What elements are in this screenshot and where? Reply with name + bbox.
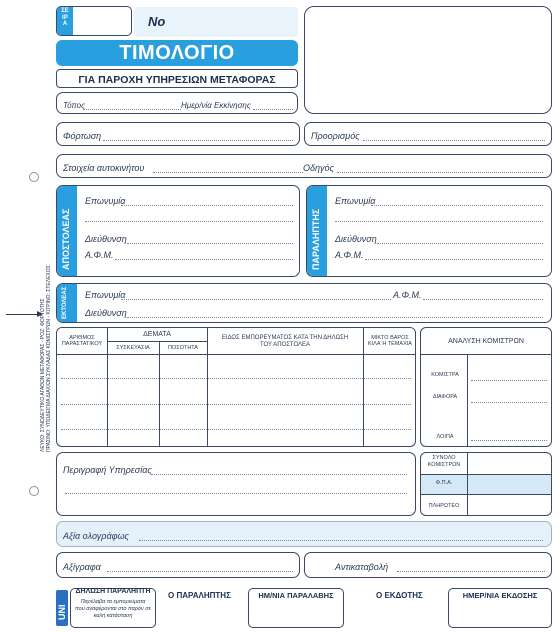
sender-name-line xyxy=(121,205,293,206)
seira-label-bar xyxy=(57,7,73,35)
sender-afm-label: Α.Φ.Μ. xyxy=(85,250,114,260)
copy-label: Αντικαταβολή xyxy=(335,562,389,572)
sender-tab-label: ΑΠΟΣΤΟΛΕΑΣ xyxy=(61,208,71,270)
service-description-line-2 xyxy=(65,493,407,494)
issuer-address-line xyxy=(127,317,543,318)
service-description-line-1 xyxy=(151,474,407,475)
sender-name-label: Επωνυμία xyxy=(85,196,126,206)
receiver-tab xyxy=(307,186,327,276)
copy-note-line2: ΠΡΑΣΙΝΟ: ΥΠΟΔΕΙΓΜΑ ΔΙΑΧ/ΩΝ ΣΥΚΛΑΔΑΣ ΚΟΜΙΣΤΡΩΝ - ΚΙΤΡΙΝΟ: ΣΤΕΛΕΧΟΣ xyxy=(46,265,52,452)
issuer-name-label: Επωνυμία xyxy=(85,290,126,300)
vehicle-line xyxy=(153,172,303,173)
invoice-number-field[interactable] xyxy=(134,7,298,37)
col-line-2 xyxy=(159,341,160,446)
col-header-syskevasia: ΣΥΣΚΕΥΑΣΙΑ xyxy=(116,345,150,351)
uni-logo xyxy=(56,590,68,626)
receiver-afm-label: Α.Φ.Μ. xyxy=(335,250,364,260)
komistra-label: ΚΟΜΙΣΤΡΑ xyxy=(431,372,459,378)
place-date-box[interactable] xyxy=(56,92,298,114)
fare-analysis-divider xyxy=(467,355,468,446)
value-in-words-line xyxy=(139,540,543,541)
receipt-date-label: ΗΜ/ΝΙΑ ΠΑΡΑΛΑΒΗΣ xyxy=(258,591,334,600)
original-field[interactable] xyxy=(56,552,300,578)
loading-line xyxy=(103,140,293,141)
col-header-baros: ΜΙΚΤΟ ΒΑΡΟΣ ΚΙΛΑ Ή ΤΕΜΑΧΙΑ xyxy=(368,335,412,348)
total-label: ΣΥΝΟΛΟ ΚΟΜΙΣΤΡΩΝ xyxy=(427,455,461,468)
stamp-area xyxy=(304,6,552,114)
sender-tab xyxy=(57,186,77,276)
pliroteo-label: ΠΛΗΡΩΤΕΟ xyxy=(428,503,460,509)
receiver-address-line xyxy=(377,243,543,244)
seira-box xyxy=(56,6,132,36)
issuer-address-label: Διεύθυνση xyxy=(85,308,127,318)
cut-marker-arrow xyxy=(6,314,40,315)
destination-field[interactable] xyxy=(304,122,552,146)
copy-field[interactable] xyxy=(304,552,552,578)
receiver-name-line xyxy=(371,205,543,206)
issuer-signature-label: Ο ΕΚΔΟΤΗΣ xyxy=(376,591,423,600)
loading-label: Φόρτωση xyxy=(63,131,102,141)
sender-afm-line xyxy=(115,259,293,260)
uni-logo-text: UNI xyxy=(57,604,67,620)
binding-hole-top xyxy=(29,172,39,182)
goods-row-line-2 xyxy=(61,404,411,405)
loading-field[interactable] xyxy=(56,122,300,146)
sender-box[interactable] xyxy=(56,185,300,277)
receiver-box[interactable] xyxy=(306,185,552,277)
issue-date-footer-label: ΗΜΕΡ/ΝΙΑ ΕΚΔΟΣΗΣ xyxy=(462,591,538,600)
issue-date-box[interactable] xyxy=(448,588,552,628)
receiver-name-label: Επωνυμία xyxy=(335,196,376,206)
col-header-arithmos: ΑΡΙΘΜΟΣ ΠΑΡΑΣΤΑΤΙΚΟΥ xyxy=(61,335,103,348)
driver-label: Οδηγός xyxy=(303,163,334,173)
vehicle-driver-field[interactable] xyxy=(56,154,552,178)
diafora-line xyxy=(471,402,547,403)
sender-name-line-2 xyxy=(85,221,293,222)
receiver-address-label: Διεύθυνση xyxy=(335,234,377,244)
seira-label: ΣΕΙΡΑ xyxy=(61,8,69,27)
original-line xyxy=(107,571,293,572)
issuer-tab-label: ΕΚΤΟΛΕΑΣ xyxy=(62,286,68,319)
copy-note-line1: ΛΕΥΚΟ: ΣΥΝΟΔΕΥΤΙΚΟ ΑΓΑΘΩΝ ΜΕΤΑΦΟΡΑΣ - ΡΟΖ: ΦΟΡΤΩΤΗΣ xyxy=(40,298,46,452)
goods-row-line-3 xyxy=(61,429,411,430)
original-label: Αξίγραφα xyxy=(63,562,101,572)
binding-hole-bottom xyxy=(29,486,39,496)
fare-analysis-box[interactable] xyxy=(420,327,552,447)
document-subtitle: ΓΙΑ ΠΑΡΟΧΗ ΥΠΗΡΕΣΙΩΝ ΜΕΤΑΦΟΡΑΣ xyxy=(78,74,276,86)
document-title-bar xyxy=(56,40,298,66)
col-header-eidos: ΕΙΔΟΣ ΕΜΠΟΡΕΥΜΑΤΟΣ ΚΑΤΑ ΤΗΝ ΔΗΛΩΣΗ ΤΟΥ ΑΠΟΣΤΟΛΕΑ xyxy=(221,335,349,348)
no-label: No xyxy=(148,14,166,29)
issuer-afm-line xyxy=(423,299,543,300)
place-label: Τόπος xyxy=(63,101,86,110)
fare-analysis-header xyxy=(421,328,551,355)
receipt-date-box[interactable] xyxy=(248,588,344,628)
declaration-text: Παρέλαβα τα εμπορεύματα που αναφέρονται στο παρόν σε καλή κατάσταση xyxy=(75,599,151,619)
goods-row-line-1 xyxy=(61,378,411,379)
sender-address-label: Διεύθυνση xyxy=(85,234,127,244)
receiver-signature-label: Ο ΠΑΡΑΛΗΠΤΗΣ xyxy=(168,591,231,600)
fare-analysis-title: ΑΝΑΛΥΣΗ ΚΟΜΙΣΤΡΩΝ xyxy=(448,338,524,345)
value-in-words-field[interactable] xyxy=(56,521,552,547)
loipa-label: ΛΟΙΠΑ xyxy=(436,434,454,440)
sender-address-line xyxy=(127,243,293,244)
receiver-name-line-2 xyxy=(335,221,543,222)
issue-date-line xyxy=(253,109,293,110)
issue-date-label: Ημερ/νία Εκκίνησης xyxy=(181,101,251,110)
declaration-title: ΔΗΛΩΣΗ ΠΑΡΑΛΗΠΤΗ xyxy=(75,588,151,595)
komistra-line xyxy=(471,380,547,381)
demata-subheader-line xyxy=(107,341,207,342)
diafora-label: ΔΙΑΦΟΡΑ xyxy=(432,394,458,400)
declaration-box xyxy=(70,588,156,628)
destination-line xyxy=(363,140,545,141)
document-title: ΤΙΜΟΛΟΓΙΟ xyxy=(119,42,235,64)
loipa-line xyxy=(471,440,547,441)
value-in-words-label: Αξία ολογράφως xyxy=(63,531,129,541)
issuer-box[interactable] xyxy=(56,283,552,323)
destination-label: Προορισμός xyxy=(311,131,360,141)
copy-line xyxy=(397,571,545,572)
subtitle-box xyxy=(56,69,298,88)
totals-box[interactable] xyxy=(420,452,552,516)
receiver-tab-label: ΠΑΡΑΛΗΠΤΗΣ xyxy=(311,208,321,270)
service-description-label: Περιγραφή Υπηρεσίας xyxy=(63,465,152,475)
issuer-afm-label: Α.Φ.Μ. xyxy=(393,290,422,300)
col-header-demata: ΔΕΜΑΤΑ xyxy=(143,331,171,338)
goods-table[interactable] xyxy=(56,327,416,447)
vehicle-label: Στοιχεία αυτοκινήτου xyxy=(63,163,145,173)
totals-row-line-1 xyxy=(421,474,551,475)
totals-divider xyxy=(467,453,468,515)
totals-row-line-2 xyxy=(421,494,551,495)
col-header-posotita: ΠΟΣΟΤΗΤΑ xyxy=(168,345,198,351)
copy-distribution-note xyxy=(40,182,52,452)
issuer-name-line xyxy=(121,299,391,300)
receiver-afm-line xyxy=(365,259,543,260)
service-description-field[interactable] xyxy=(56,452,416,516)
fpa-label: Φ.Π.Α. xyxy=(435,480,453,486)
place-line xyxy=(83,109,181,110)
driver-line xyxy=(337,172,543,173)
issuer-tab xyxy=(57,284,77,322)
